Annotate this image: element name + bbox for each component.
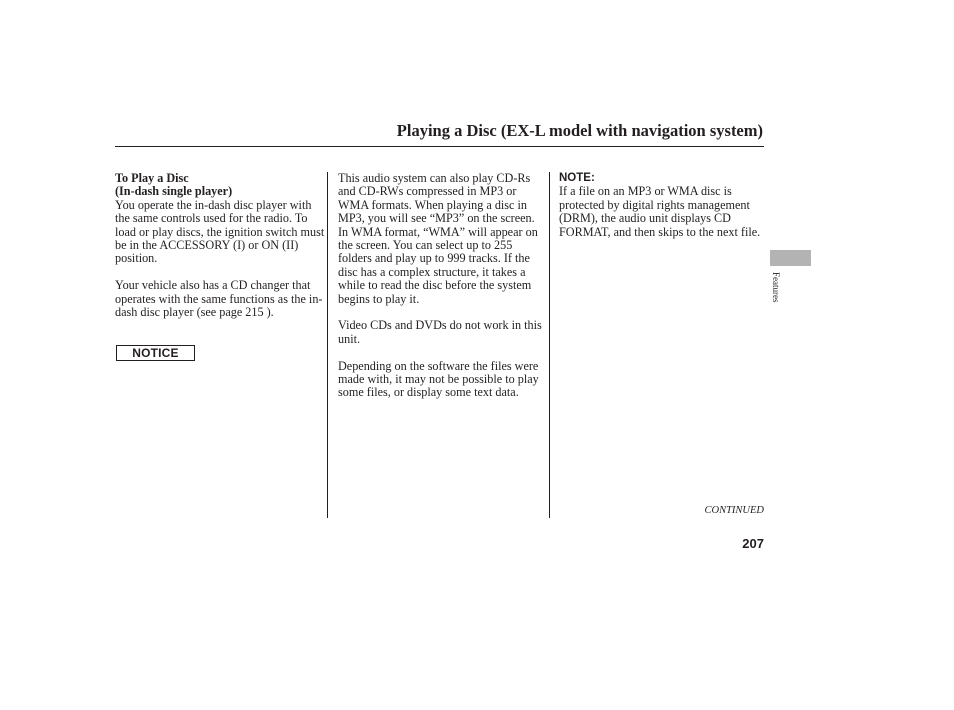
section-heading xyxy=(115,172,325,199)
page-title: Playing a Disc (EX-L model with navigation system) xyxy=(396,121,763,140)
middle-column xyxy=(338,172,544,413)
note-label: NOTE: xyxy=(559,172,595,184)
continued-label: CONTINUED xyxy=(704,505,764,516)
left-paragraph-2: Your vehicle also has a CD changer that operates with the same functions as the in-dash disc player (see page 215 ). xyxy=(115,278,323,320)
section-tab-label: Features xyxy=(771,272,781,303)
section-tab xyxy=(770,250,811,266)
section-heading-line1: To Play a Disc xyxy=(115,171,189,185)
middle-paragraph-2: Video CDs and DVDs do not work in this unit. xyxy=(338,318,542,346)
left-column xyxy=(115,172,325,333)
column-divider-2 xyxy=(549,172,550,518)
notice-badge: NOTICE xyxy=(116,345,195,361)
right-column xyxy=(559,172,764,252)
title-rule xyxy=(115,146,764,147)
note-text: If a file on an MP3 or WMA disc is protected by digital rights management (DRM), the audio unit displays CD FORMAT, and then skips to the next file. xyxy=(559,184,761,239)
left-paragraph-1: You operate the in-dash disc player with the same controls used for the radio. To load or play discs, the ignition switch must be in the ACCESSORY (I) or ON (II) position. xyxy=(115,197,325,266)
middle-paragraph-1: This audio system can also play CD-Rs and CD-RWs compressed in MP3 or WMA formats. When playing a disc in MP3, you will see “MP3” on the screen. In WMA format, “WMA” will appear on the screen. You can select up to 255 folders and play up to 999 tracks. If the disc has a complex structure, it takes a while to read the disc before the system begins to play it. xyxy=(338,171,538,306)
middle-paragraph-3: Depending on the software the files were made with, it may not be possible to play some files, or display some text data. xyxy=(338,358,539,400)
section-heading-line2: (In-dash single player) xyxy=(115,184,233,199)
column-divider-1 xyxy=(327,172,328,518)
page-number: 207 xyxy=(742,536,764,551)
